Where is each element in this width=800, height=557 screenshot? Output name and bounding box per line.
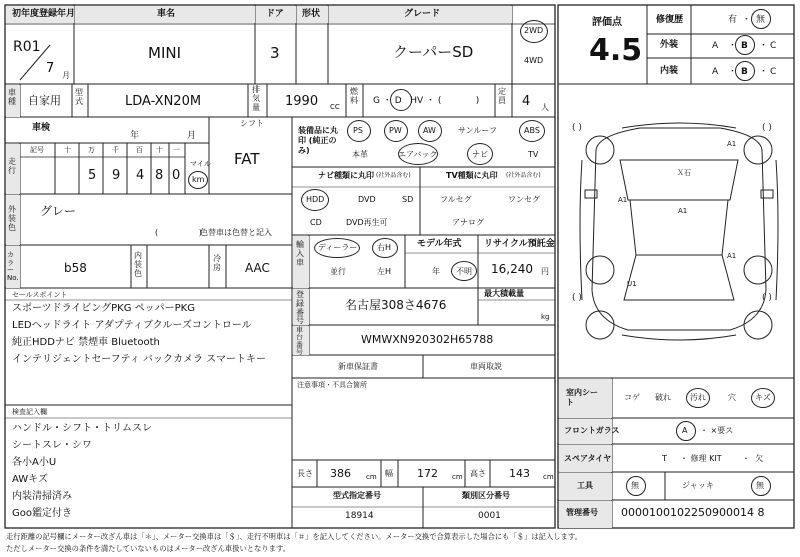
windshield-x: ・ ×要ス — [700, 426, 734, 435]
ext-a: A — [712, 41, 719, 51]
type-label: 型式指定番号 — [333, 491, 381, 500]
seat-item-4: キズ — [755, 393, 771, 402]
inspector-line-4: AWキズ — [12, 474, 48, 485]
jack-none: 無 — [756, 481, 764, 490]
import-right-h: 右H — [377, 243, 392, 252]
inspector-line-5: 内装清掃済み — [12, 491, 72, 502]
navi-dvd-play: DVD再生可 — [346, 218, 388, 227]
equip-aw: AW — [423, 126, 436, 135]
month-unit: 月 — [62, 71, 70, 80]
interior-label: 内装 — [660, 66, 679, 76]
length: 386 — [330, 467, 351, 480]
equip-leather: 本革 — [352, 150, 368, 159]
digit-label-2: 千 — [112, 146, 119, 154]
diagram-mark-1: A1 — [727, 140, 737, 148]
diagram-mark-3: A1 — [678, 207, 688, 215]
digit-label-3: 百 — [136, 146, 143, 154]
control-number: 0000100102250900014 8 — [621, 506, 765, 519]
footer-line-1: 走行距離の記号欄にメーター改ざん車は「＊」、メーター交換車は「＄」、走行不明車は「＃」を記入してください。メーター交換で合算表示した場合にも「＄」は記入します。 — [6, 532, 582, 541]
recycle: 16,240 — [491, 262, 533, 276]
reg-number: 名古屋308さ4676 — [345, 298, 447, 312]
color-note: 色替車は色替と記入 — [200, 228, 272, 237]
chassis-label: 車台番号 — [296, 326, 303, 357]
exterior-label: 外装 — [660, 40, 679, 50]
capacity-unit: 人 — [541, 103, 549, 112]
import-parallel: 並行 — [330, 267, 346, 276]
seat-item-2: 汚れ — [690, 393, 706, 402]
cc: CC — [330, 103, 340, 111]
diagram-mark-2: A1 — [618, 196, 628, 204]
symbol-label: 記号 — [30, 146, 44, 154]
seat-item-1: 破れ — [655, 393, 671, 402]
rating-label: 評価点 — [592, 17, 622, 28]
color-no: b58 — [64, 261, 87, 275]
capacity-label: 定員 — [498, 87, 506, 105]
tools-label: 工具 — [577, 481, 593, 490]
int-b: B — [741, 67, 748, 77]
diagram-mark-5: Ｘ石 — [677, 169, 691, 177]
import-left-h: 左H — [377, 267, 392, 276]
sales-line-1: スポーツドライビングPKG ペッパーPKG — [12, 303, 195, 314]
windshield-a: A — [682, 426, 688, 435]
svg-text:( ): ( ) — [762, 293, 772, 303]
mileage-label: 走行 — [8, 157, 16, 175]
inspector-line-1: ハンドル・シフト・トリムスレ — [12, 423, 152, 434]
jack-label: ジャッキ — [682, 481, 714, 490]
digit-2: 9 — [112, 168, 121, 183]
repair-no: 無 — [756, 15, 766, 25]
navi-header: ナビ種類に丸印 — [318, 171, 374, 180]
spare-t: T — [662, 454, 667, 463]
equip-abs: ABS — [524, 126, 540, 135]
equip-sunroof: サンルーフ — [458, 126, 497, 135]
warranty-new-car: 新車保証書 — [338, 362, 378, 371]
color-paren: ( ) — [155, 228, 202, 237]
door-label: ドア — [266, 9, 284, 19]
width-unit: cm — [452, 473, 463, 481]
int-dot1: ・ — [728, 67, 738, 77]
sales-label: セールスポイント — [12, 291, 68, 299]
model: LDA-XN20M — [125, 94, 202, 109]
tv-analog: アナログ — [452, 218, 484, 227]
digit-1: 5 — [88, 168, 97, 183]
shift-label: シフト — [240, 119, 264, 128]
navi-header-note: (社外品含む) — [376, 172, 411, 179]
spare-kit: ・ 修理 KIT — [680, 454, 722, 463]
navi-sd: SD — [402, 195, 414, 204]
footer-line-2: ただしメーター交換の条件を満たしていないものはメーター改ざん車扱いとなります。 — [6, 544, 290, 553]
svg-text:( ): ( ) — [572, 293, 582, 303]
displacement: 1990 — [285, 94, 319, 109]
kg: kg — [541, 313, 550, 321]
int-color-label: 内装色 — [134, 251, 142, 278]
grade: クーパーSD — [393, 43, 474, 61]
repair-sep: ・ — [742, 15, 752, 25]
repair-yes: 有 — [728, 15, 738, 25]
navi-cd: CD — [310, 218, 322, 227]
notes-label: 注意事項・不具合箇所 — [297, 381, 367, 389]
digit-3: 4 — [136, 168, 145, 183]
inspector-label: 検査記入欄 — [12, 408, 47, 416]
recycle-label: リサイクル預託金 — [484, 239, 555, 249]
inspector-line-2: シートスレ・シワ — [12, 440, 92, 451]
car-name: MINI — [148, 44, 182, 62]
digit-label-0: 十 — [64, 146, 71, 154]
inspector-line-6: Goo鑑定付き — [12, 508, 72, 519]
sales-line-3: 純正HDDナビ 禁煙車 Bluetooth — [12, 337, 160, 348]
seat-item-0: コゲ — [624, 393, 640, 402]
ac-label: 冷房 — [213, 254, 221, 272]
seat-item-3: 穴 — [728, 393, 736, 402]
type-no: 18914 — [345, 511, 374, 521]
import-dealer: ディーラー — [318, 243, 358, 252]
equip-airbag: エアバック — [398, 150, 438, 159]
color-label: 外装色 — [8, 205, 16, 232]
grade-label: グレード — [404, 9, 441, 19]
import-label: 輸入車 — [296, 240, 304, 268]
digit-label-4: 十 — [156, 146, 163, 154]
color: グレー — [40, 204, 77, 218]
equip-ps: PS — [353, 126, 363, 135]
navi-dvd: DVD — [358, 195, 376, 204]
inspection-label: 車検 — [32, 123, 51, 133]
chassis: WMWXN920302H65788 — [361, 333, 494, 346]
fuel-label: 燃料 — [350, 87, 358, 105]
km-label: km — [192, 175, 205, 184]
car-name-label: 車名 — [157, 9, 176, 19]
inspection-year-unit: 年 — [130, 131, 140, 141]
ext-dot2: ・ — [759, 41, 769, 51]
warranty-manual: 車両取説 — [470, 362, 502, 371]
rating-score: 4.5 — [589, 33, 643, 68]
width: 172 — [417, 467, 438, 480]
spare-none: ・ 欠 — [742, 454, 764, 463]
control-label: 管理番号 — [566, 508, 598, 517]
first-reg-label: 初年度登録年月 — [12, 9, 76, 19]
mile-label: マイル — [190, 160, 211, 168]
capacity: 4 — [522, 94, 531, 109]
model-year-unit: 年 — [432, 267, 440, 276]
height: 143 — [509, 467, 530, 480]
int-c: C — [770, 67, 777, 77]
svg-text:( ): ( ) — [762, 123, 772, 133]
equip-navi: ナビ — [472, 150, 488, 159]
class-label: 類別区分番号 — [462, 491, 510, 500]
height-unit: cm — [543, 473, 554, 481]
svg-text:( ): ( ) — [572, 123, 582, 133]
inspection-month-unit: 月 — [187, 131, 197, 141]
ac: AAC — [245, 261, 270, 275]
class-no: 0001 — [478, 511, 501, 521]
displacement-label: 排気量 — [252, 85, 260, 112]
yen: 円 — [541, 267, 549, 276]
int-a: A — [712, 67, 719, 77]
model-label: 型式 — [75, 88, 83, 106]
windshield-label: フロントガラス — [564, 426, 620, 435]
tv-header-note: (社外品含む) — [506, 172, 541, 179]
seat-label: 室内シート — [566, 388, 598, 407]
int-dot2: ・ — [759, 67, 769, 77]
color-no-label: カラーNo. — [7, 251, 19, 283]
shape-label: 形状 — [302, 9, 321, 19]
equip-tv: TV — [528, 150, 539, 159]
digit-label-5: 一 — [173, 146, 180, 154]
digit-label-1: 万 — [88, 146, 95, 154]
usage-label: 車種 — [8, 88, 16, 106]
doors: 3 — [270, 44, 280, 62]
equipment-label: 装備品に丸印 (純正のみ) — [298, 126, 338, 155]
height-label: 高さ — [470, 469, 486, 478]
length-unit: cm — [366, 473, 377, 481]
shift: FAT — [234, 150, 260, 168]
inspector-line-3: 各小A小U — [12, 457, 57, 468]
diagram-mark-6: A1 — [727, 252, 737, 260]
drive-4wd: 4WD — [524, 56, 544, 65]
max-load-label: 最大積載量 — [484, 289, 524, 298]
equip-pw: PW — [389, 126, 402, 135]
usage: 自家用 — [28, 94, 61, 107]
ext-dot1: ・ — [728, 41, 738, 51]
diagram-mark-4: U1 — [627, 280, 637, 288]
tv-fullseg: フルセグ — [440, 195, 472, 204]
tools-none: 無 — [631, 481, 639, 490]
digit-5: 0 — [172, 168, 181, 183]
reg-label: 登録番号 — [296, 290, 304, 326]
sales-line-4: インテリジェントセーフティ バックカメラ スマートキー — [12, 354, 266, 365]
digit-4: 8 — [155, 168, 164, 183]
width-label: 幅 — [385, 469, 393, 478]
drive-2wd: 2WD — [524, 26, 544, 35]
navi-hdd: HDD — [306, 195, 325, 204]
reg-year: R01 — [13, 39, 41, 55]
spare-label: スペアタイヤ — [564, 454, 612, 463]
import-unknown: 不明 — [456, 267, 472, 276]
repair-label: 修復歴 — [656, 15, 684, 25]
model-year-label: モデル年式 — [417, 239, 462, 249]
length-label: 長さ — [297, 469, 313, 478]
tv-oneseg: ワンセグ — [508, 195, 540, 204]
ext-c: C — [770, 41, 777, 51]
ext-b: B — [741, 41, 748, 51]
reg-month: 7 — [46, 61, 55, 76]
tv-header: TV種類に丸印 — [446, 171, 498, 180]
fuel: G ・ D HV ・ ( ) — [373, 96, 480, 106]
sales-line-2: LEDヘッドライト アダプティブクルーズコントロール — [12, 320, 252, 331]
